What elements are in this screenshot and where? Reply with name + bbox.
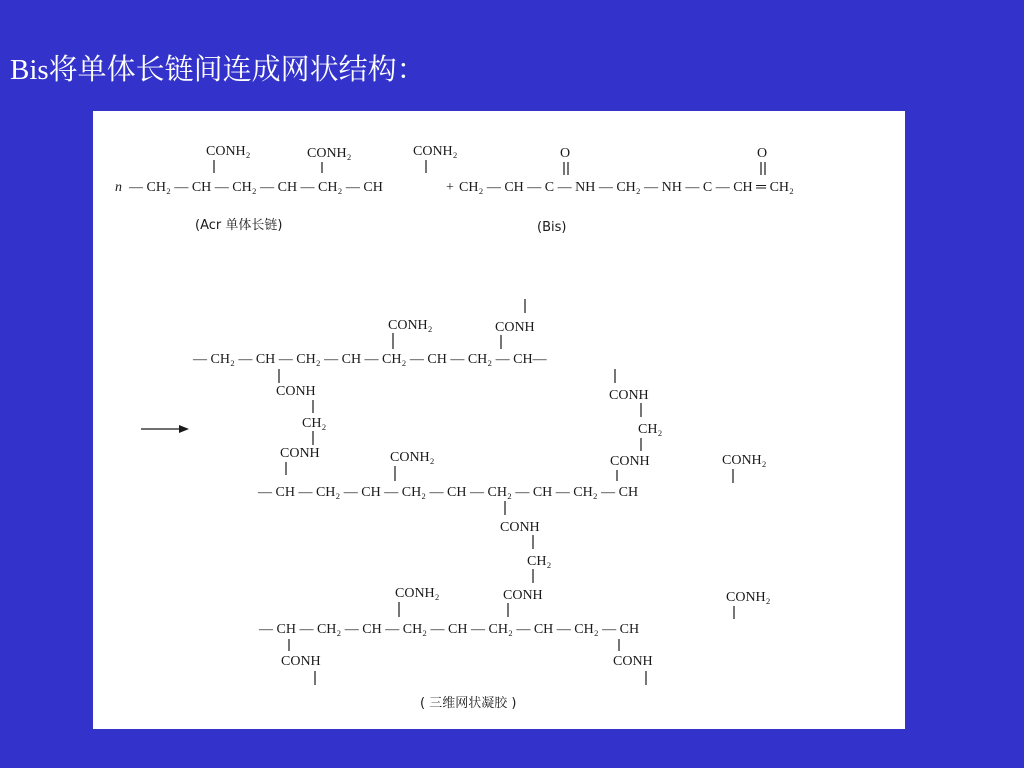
acr-amide-2: CONH₂: [307, 146, 352, 161]
reaction-plus: +: [446, 180, 454, 195]
xlink-right-ch2: CH₂: [638, 422, 663, 437]
row2-amide-1: CONH₂: [390, 450, 435, 465]
xlink-right-conh-1: CONH: [609, 388, 649, 403]
polyacrylamide-crosslink-diagram: [93, 111, 905, 729]
caption-network: ( 三维网状凝胶 ): [420, 696, 517, 711]
row3-conh-right: CONH: [613, 654, 653, 669]
xlink-mid-conh-2: CONH: [503, 588, 543, 603]
bis-oxygen-2: O: [757, 146, 768, 161]
row3-amide-1: CONH₂: [395, 586, 440, 601]
network-row-3: — CH — CH₂ — CH — CH₂ — CH — CH₂ — CH — CH₂ — CH: [259, 622, 640, 637]
row1-crosslink-up: CONH: [495, 320, 535, 335]
bis-oxygen-1: O: [560, 146, 571, 161]
caption-bis: (Bis): [537, 220, 567, 235]
reaction-figure: [93, 111, 905, 729]
xlink-left-ch2: CH₂: [302, 416, 327, 431]
row3-amide-2: CONH₂: [726, 590, 771, 605]
network-row-2: — CH — CH₂ — CH — CH₂ — CH — CH₂ — CH — CH₂ — CH: [258, 485, 639, 500]
acr-amide-3: CONH₂: [413, 144, 458, 159]
row3-conh-left: CONH: [281, 654, 321, 669]
network-row-1: — CH₂ — CH — CH₂ — CH — CH₂ — CH — CH₂ — CH—: [193, 352, 547, 367]
xlink-left-conh-2: CONH: [280, 446, 320, 461]
row1-amide: CONH₂: [388, 318, 433, 333]
caption-acr: (Acr 单体长链): [195, 218, 283, 233]
xlink-left-conh-1: CONH: [276, 384, 316, 399]
acr-amide-1: CONH₂: [206, 144, 251, 159]
slide-title: Bis将单体长链间连成网状结构：: [10, 54, 426, 86]
reaction-arrow-head: [179, 425, 189, 433]
xlink-mid-conh-1: CONH: [500, 520, 540, 535]
bis-chain-text: CH₂ — CH — C — NH — CH₂ — NH — C — CH ═ CH₂: [459, 180, 794, 195]
reaction-coefficient: n: [115, 180, 122, 195]
acr-chain-text: — CH₂ — CH — CH₂ — CH — CH₂ — CH: [129, 180, 383, 195]
row2-amide-2: CONH₂: [722, 453, 767, 468]
xlink-right-conh-2: CONH: [610, 454, 650, 469]
xlink-mid-ch2: CH₂: [527, 554, 552, 569]
